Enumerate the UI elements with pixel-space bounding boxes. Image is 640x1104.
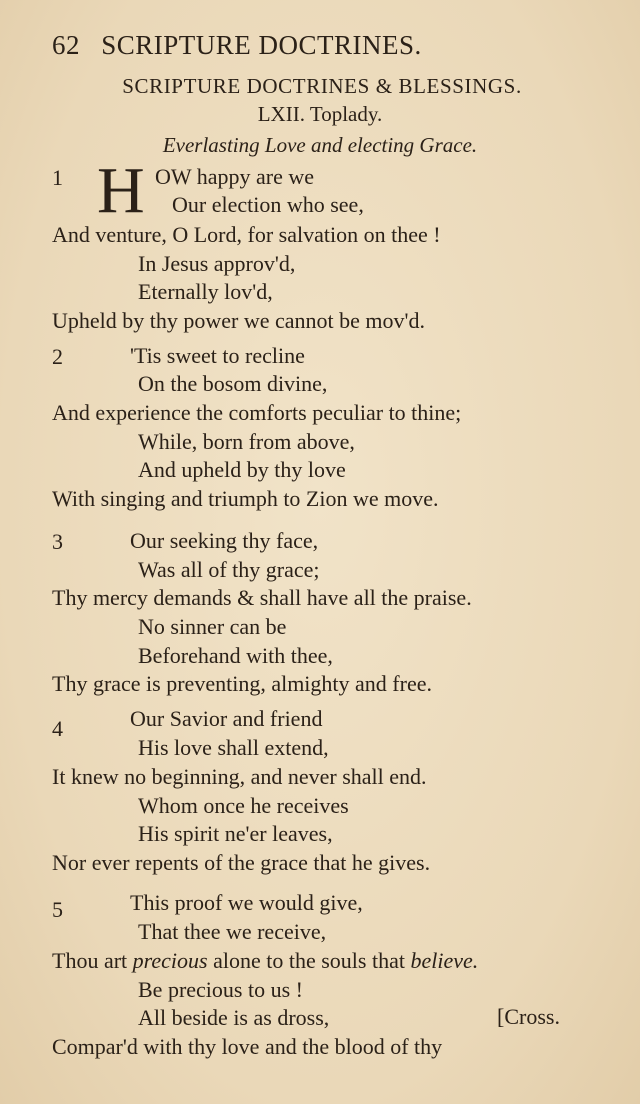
verse-line: Thy grace is preventing, almighty and free. xyxy=(52,671,432,696)
verse-number: 4 xyxy=(52,716,63,741)
verse-line: No sinner can be xyxy=(138,614,287,639)
verse-text: Thou art xyxy=(52,948,133,973)
verse-line: OW happy are we xyxy=(155,164,315,189)
verse-line: His spirit ne'er leaves, xyxy=(138,821,333,846)
verse-line: Was all of thy grace; xyxy=(138,557,320,582)
verse-line: That thee we receive, xyxy=(138,919,327,944)
hymn-number-author: LXII. Toplady. xyxy=(257,102,383,126)
verse-line: Our election who see, xyxy=(172,192,364,217)
verse-line: In Jesus approv'd, xyxy=(138,251,296,276)
verse-text: alone to the souls that xyxy=(207,948,411,973)
hymn-subtitle: Everlasting Love and electing Grace. xyxy=(162,133,478,157)
verse-line: 'Tis sweet to recline xyxy=(130,343,305,368)
verse-number: 2 xyxy=(52,344,63,369)
verse-line: Our seeking thy face, xyxy=(130,528,319,553)
verse-number: 1 xyxy=(52,165,63,190)
verse-line: Nor ever repents of the grace that he gives. xyxy=(52,850,431,875)
verse-line: It knew no beginning, and never shall end. xyxy=(52,764,427,789)
turnover-word: [Cross. xyxy=(497,1004,560,1029)
italic-word: believe. xyxy=(410,948,479,973)
verse-line xyxy=(52,947,478,975)
verse-line: Whom once he receives xyxy=(138,793,349,818)
verse-line: While, born from above, xyxy=(138,429,355,454)
verse-line: Compar'd with thy love and the blood of thy xyxy=(52,1034,443,1059)
verse-line: And upheld by thy love xyxy=(138,457,346,482)
verse-line: On the bosom divine, xyxy=(138,371,328,396)
verse-line: Eternally lov'd, xyxy=(138,279,273,304)
verse-line: This proof we would give, xyxy=(130,890,363,915)
verse-line: Be precious to us ! xyxy=(138,977,303,1002)
verse-line: With singing and triumph to Zion we move. xyxy=(52,486,439,511)
verse-line: Thy mercy demands & shall have all the praise. xyxy=(52,585,472,610)
running-head xyxy=(52,30,612,70)
section-title: SCRIPTURE DOCTRINES & BLESSINGS. xyxy=(122,74,522,98)
italic-word: precious xyxy=(132,948,208,973)
drop-cap: H xyxy=(97,154,145,227)
verse-line: And experience the comforts peculiar to thine; xyxy=(52,400,462,425)
running-title: SCRIPTURE DOCTRINES. xyxy=(101,30,422,60)
verse-number: 5 xyxy=(52,897,63,922)
verse-line: All beside is as dross, xyxy=(138,1005,330,1030)
verse-line: And venture, O Lord, for salvation on thee ! xyxy=(52,222,441,247)
verse-number: 3 xyxy=(52,529,63,554)
verse-line: His love shall extend, xyxy=(138,735,329,760)
verse-line: Beforehand with thee, xyxy=(138,643,333,668)
verse-line: Upheld by thy power we cannot be mov'd. xyxy=(52,308,425,333)
verse-line: Our Savior and friend xyxy=(130,706,323,731)
page-number: 62 xyxy=(52,30,80,60)
